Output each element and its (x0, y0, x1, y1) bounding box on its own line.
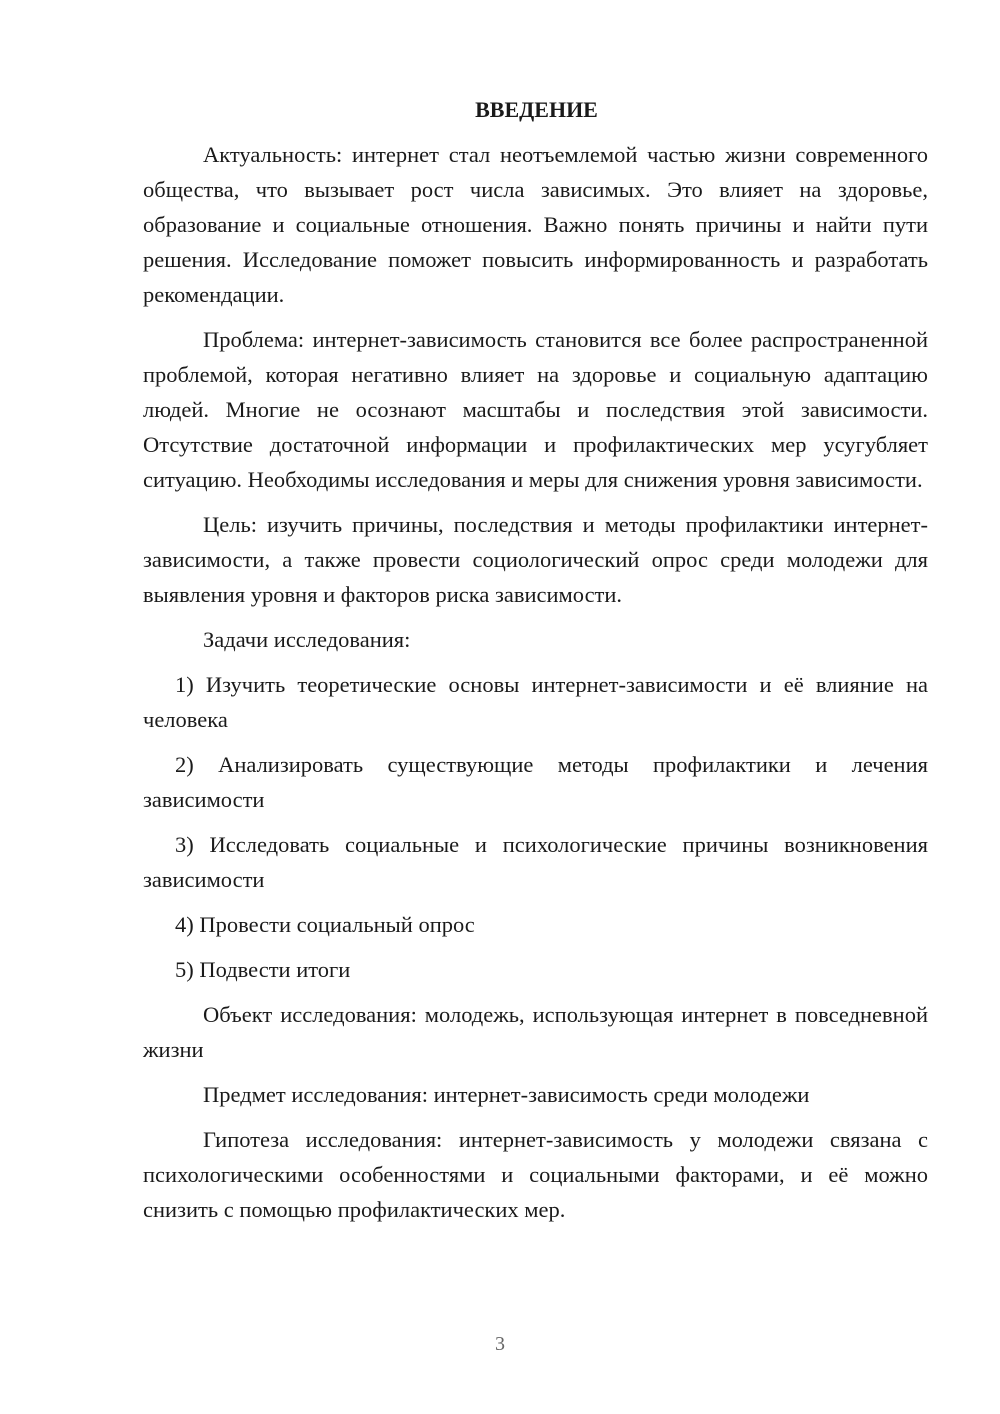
problem-paragraph: Проблема: интернет-зависимость становится все более распространенной проблемой, которая негативно влияет на здоровье и социальную адаптацию людей. Многие не осознают масштабы и последствия этой зависимости. Отсутствие достаточной информации и профилактических мер усугубляет ситуацию. Необходимы исследования и меры для снижения уровня зависимости. (143, 327, 928, 492)
page-number: 3 (495, 1333, 505, 1355)
task-item: 5) Подвести итоги (175, 957, 351, 982)
hypothesis-paragraph: Гипотеза исследования: интернет-зависимость у молодежи связана с психологическими особенностями и социальными факторами, и её можно снизить с помощью профилактических мер. (143, 1127, 928, 1222)
task-item: 2) Анализировать существующие методы профилактики и лечения зависимости (143, 752, 928, 812)
task-item: 3) Исследовать социальные и психологические причины возникновения зависимости (143, 832, 928, 892)
goal-paragraph: Цель: изучить причины, последствия и методы профилактики интернет-зависимости, а также провести социологический опрос среди молодежи для выявления уровня и факторов риска зависимости. (143, 512, 928, 607)
task-item: 1) Изучить теоретические основы интернет-зависимости и её влияние на человека (143, 672, 928, 732)
relevance-paragraph: Актуальность: интернет стал неотъемлемой частью жизни современного общества, что вызывает рост числа зависимых. Это влияет на здоровье, образование и социальные отношения. Важно понять причины и найти пути решения. Исследование поможет повысить информированность и разработать рекомендации. (143, 142, 928, 307)
subject-paragraph: Предмет исследования: интернет-зависимость среди молодежи (203, 1082, 810, 1107)
tasks-heading: Задачи исследования: (203, 627, 411, 652)
tasks-list (143, 667, 928, 987)
task-item: 4) Провести социальный опрос (175, 912, 475, 937)
page-title: ВВЕДЕНИЕ (475, 97, 598, 122)
object-paragraph: Объект исследования: молодежь, использующая интернет в повседневной жизни (143, 1002, 928, 1062)
document-page (143, 92, 928, 1237)
